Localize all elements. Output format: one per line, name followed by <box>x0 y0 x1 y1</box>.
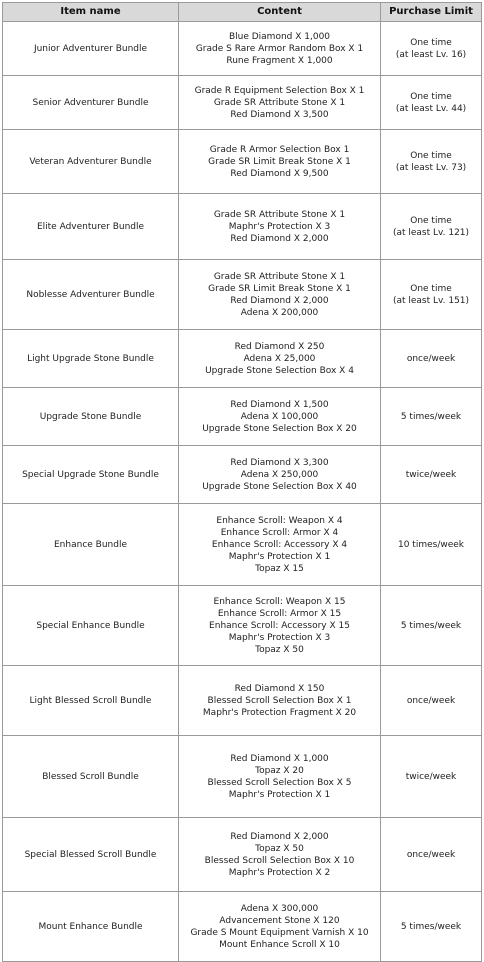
table-row <box>3 446 482 504</box>
content-line: Red Diamond X 3,300 <box>230 457 329 468</box>
purchase-limit-cell <box>381 666 482 736</box>
purchase-limit-cell <box>381 818 482 892</box>
content-line: Maphr's Protection X 3 <box>228 632 331 643</box>
bundle-content-cell <box>179 130 381 194</box>
content-line: Mount Enhance Scroll X 10 <box>219 939 340 950</box>
content-line: Enhance Scroll: Armor X 15 <box>217 608 342 619</box>
content-line: Grade S Mount Equipment Varnish X 10 <box>190 927 369 938</box>
table-row <box>3 194 482 260</box>
content-line: Blessed Scroll Selection Box X 5 <box>207 777 352 788</box>
content-line: Grade S Rare Armor Random Box X 1 <box>195 43 364 54</box>
limit-line: 10 times/week <box>397 539 464 550</box>
content-line: Grade SR Attribute Stone X 1 <box>213 97 346 108</box>
purchase-limit-cell <box>381 330 482 388</box>
bundle-content-cell <box>179 194 381 260</box>
bundle-content-cell <box>179 586 381 666</box>
content-line: Enhance Scroll: Accessory X 4 <box>211 539 348 550</box>
bundle-name-cell: Light Blessed Scroll Bundle <box>3 666 179 736</box>
content-line: Enhance Scroll: Weapon X 4 <box>216 515 343 526</box>
bundle-name-cell: Noblesse Adventurer Bundle <box>3 260 179 330</box>
purchase-limit-cell <box>381 388 482 446</box>
limit-line: once/week <box>406 849 456 860</box>
content-line: Red Diamond X 3,500 <box>230 109 329 120</box>
content-line: Upgrade Stone Selection Box X 4 <box>205 365 354 376</box>
bundle-table <box>2 2 482 962</box>
bundle-content-cell <box>179 446 381 504</box>
limit-line: (at least Lv. 121) <box>392 227 470 238</box>
content-line: Adena X 25,000 <box>243 353 316 364</box>
limit-line: (at least Lv. 73) <box>395 162 467 173</box>
bundle-content-cell <box>179 22 381 76</box>
limit-line: 5 times/week <box>400 620 462 631</box>
table-header <box>3 3 482 22</box>
limit-line: One time <box>410 215 452 226</box>
content-line: Upgrade Stone Selection Box X 40 <box>202 481 357 492</box>
content-line: Adena X 200,000 <box>240 307 319 318</box>
content-line: Advancement Stone X 120 <box>219 915 340 926</box>
content-line: Maphr's Protection X 1 <box>228 551 331 562</box>
content-line: Maphr's Protection X 1 <box>228 789 331 800</box>
content-line: Rune Fragment X 1,000 <box>226 55 333 66</box>
bundle-content-cell <box>179 818 381 892</box>
table-row <box>3 260 482 330</box>
bundle-name-cell: Special Upgrade Stone Bundle <box>3 446 179 504</box>
content-line: Maphr's Protection X 3 <box>228 221 331 232</box>
bundle-content-cell <box>179 330 381 388</box>
limit-line: once/week <box>406 353 456 364</box>
content-line: Red Diamond X 150 <box>234 683 325 694</box>
limit-line: (at least Lv. 16) <box>395 49 467 60</box>
content-line: Red Diamond X 1,500 <box>230 399 329 410</box>
bundle-content-cell <box>179 388 381 446</box>
content-line: Topaz X 20 <box>255 765 304 776</box>
content-line: Topaz X 50 <box>255 843 304 854</box>
table-row <box>3 818 482 892</box>
table-row <box>3 736 482 818</box>
content-line: Adena X 250,000 <box>240 469 319 480</box>
purchase-limit-cell <box>381 892 482 962</box>
table-body <box>3 22 482 962</box>
table-row <box>3 22 482 76</box>
limit-line: One time <box>410 91 452 102</box>
bundle-name-cell: Veteran Adventurer Bundle <box>3 130 179 194</box>
bundle-name-cell: Blessed Scroll Bundle <box>3 736 179 818</box>
content-line: Blessed Scroll Selection Box X 10 <box>204 855 355 866</box>
purchase-limit-cell <box>381 504 482 586</box>
header-row <box>3 3 482 22</box>
bundle-name-cell: Enhance Bundle <box>3 504 179 586</box>
table-row <box>3 388 482 446</box>
table-row <box>3 892 482 962</box>
content-line: Maphr's Protection X 2 <box>228 867 331 878</box>
content-line: Adena X 300,000 <box>240 903 319 914</box>
bundle-name-cell: Mount Enhance Bundle <box>3 892 179 962</box>
bundle-name-cell: Light Upgrade Stone Bundle <box>3 330 179 388</box>
content-line: Adena X 100,000 <box>240 411 319 422</box>
limit-line: One time <box>410 37 452 48</box>
content-line: Red Diamond X 2,000 <box>230 233 329 244</box>
bundle-content-cell <box>179 666 381 736</box>
content-line: Red Diamond X 2,000 <box>230 831 329 842</box>
bundle-name-cell: Senior Adventurer Bundle <box>3 76 179 130</box>
limit-line: One time <box>410 283 452 294</box>
content-line: Red Diamond X 1,000 <box>230 753 329 764</box>
purchase-limit-cell <box>381 736 482 818</box>
table-row <box>3 666 482 736</box>
table-row <box>3 330 482 388</box>
limit-line: 5 times/week <box>400 921 462 932</box>
content-line: Enhance Scroll: Accessory X 15 <box>209 620 350 631</box>
content-line: Blue Diamond X 1,000 <box>228 31 331 42</box>
content-line: Grade R Armor Selection Box 1 <box>209 144 350 155</box>
content-line: Grade SR Attribute Stone X 1 <box>213 209 346 220</box>
limit-line: twice/week <box>405 771 457 782</box>
content-line: Enhance Scroll: Armor X 4 <box>220 527 339 538</box>
bundle-content-cell <box>179 76 381 130</box>
table-row <box>3 76 482 130</box>
bundle-name-cell: Special Enhance Bundle <box>3 586 179 666</box>
content-line: Red Diamond X 250 <box>234 341 325 352</box>
bundle-content-cell <box>179 260 381 330</box>
bundle-name-cell: Junior Adventurer Bundle <box>3 22 179 76</box>
table-row <box>3 130 482 194</box>
limit-line: twice/week <box>405 469 457 480</box>
bundle-content-cell <box>179 504 381 586</box>
content-line: Topaz X 15 <box>255 563 304 574</box>
bundle-content-cell <box>179 892 381 962</box>
header-purchase-limit: Purchase Limit <box>381 3 482 22</box>
table-row <box>3 504 482 586</box>
bundle-name-cell: Special Blessed Scroll Bundle <box>3 818 179 892</box>
content-line: Blessed Scroll Selection Box X 1 <box>207 695 352 706</box>
content-line: Grade SR Limit Break Stone X 1 <box>208 283 351 294</box>
content-line: Grade SR Attribute Stone X 1 <box>213 271 346 282</box>
bundle-name-cell: Elite Adventurer Bundle <box>3 194 179 260</box>
limit-line: once/week <box>406 695 456 706</box>
content-line: Maphr's Protection Fragment X 20 <box>202 707 357 718</box>
content-line: Red Diamond X 9,500 <box>230 168 329 179</box>
purchase-limit-cell <box>381 446 482 504</box>
purchase-limit-cell <box>381 130 482 194</box>
header-item-name: Item name <box>3 3 179 22</box>
purchase-limit-cell <box>381 260 482 330</box>
content-line: Grade SR Limit Break Stone X 1 <box>208 156 351 167</box>
limit-line: (at least Lv. 151) <box>392 295 470 306</box>
limit-line: (at least Lv. 44) <box>395 103 467 114</box>
content-line: Topaz X 50 <box>255 644 304 655</box>
content-line: Upgrade Stone Selection Box X 20 <box>202 423 357 434</box>
table-row <box>3 586 482 666</box>
bundle-content-cell <box>179 736 381 818</box>
limit-line: 5 times/week <box>400 411 462 422</box>
bundle-name-cell: Upgrade Stone Bundle <box>3 388 179 446</box>
limit-line: One time <box>410 150 452 161</box>
purchase-limit-cell <box>381 586 482 666</box>
purchase-limit-cell <box>381 194 482 260</box>
content-line: Red Diamond X 2,000 <box>230 295 329 306</box>
content-line: Enhance Scroll: Weapon X 15 <box>213 596 346 607</box>
header-content: Content <box>179 3 381 22</box>
purchase-limit-cell <box>381 22 482 76</box>
purchase-limit-cell <box>381 76 482 130</box>
content-line: Grade R Equipment Selection Box X 1 <box>194 85 365 96</box>
